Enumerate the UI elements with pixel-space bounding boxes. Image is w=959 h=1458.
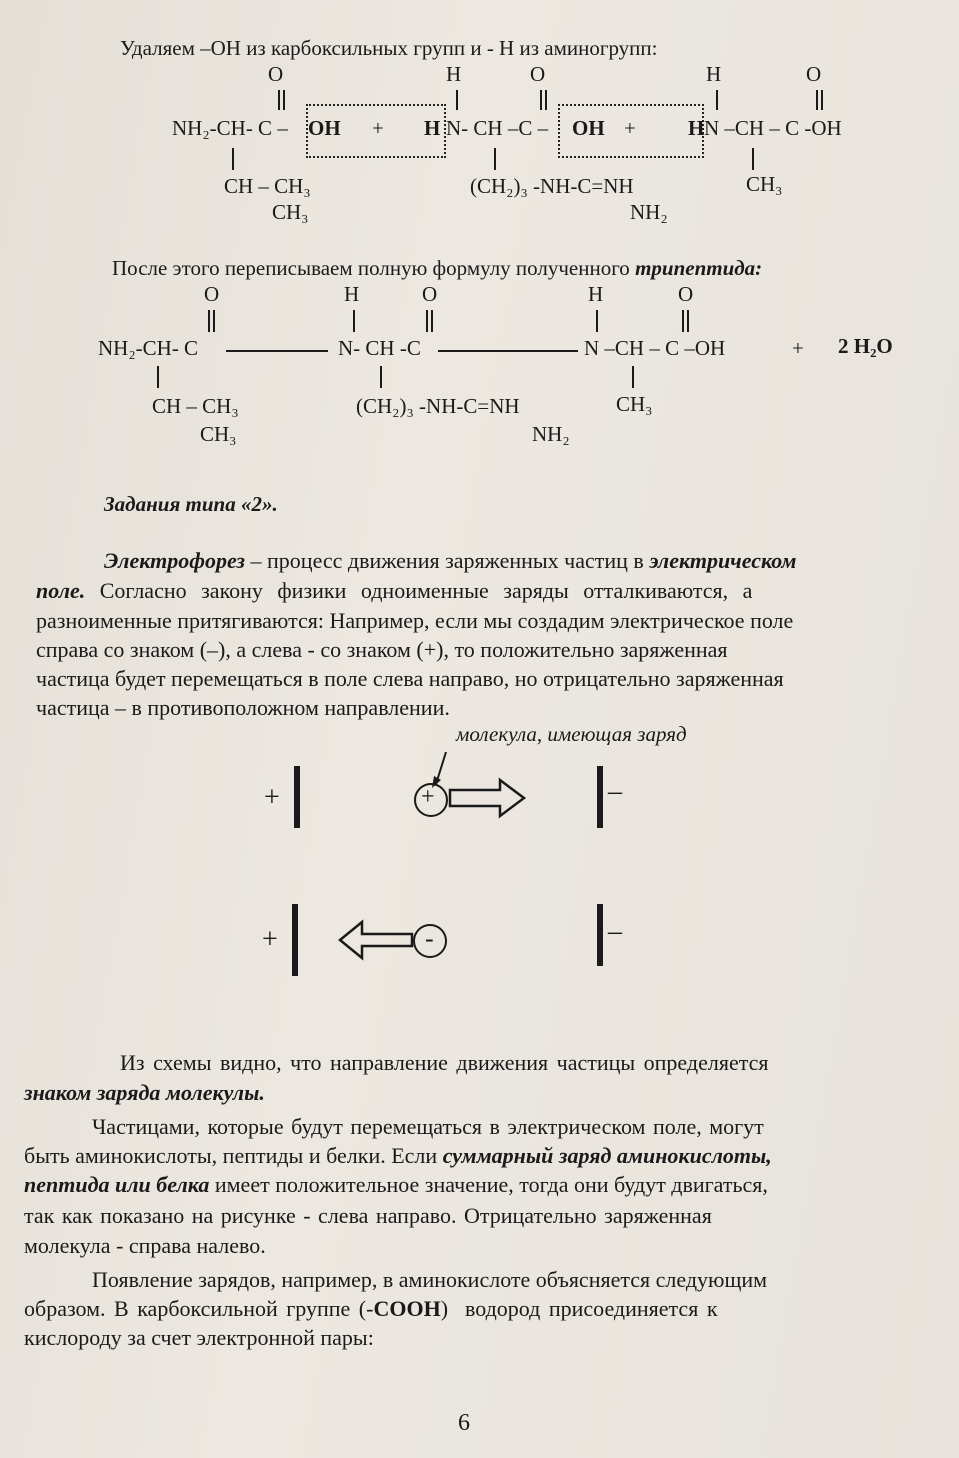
tp-side-chain-3: CH₃ — [616, 392, 653, 416]
water-product: 2 H₂O — [838, 334, 893, 358]
particles-line-1: Частицами, которые будут перемещаться в электрическом поле, могут — [92, 1114, 764, 1139]
side-chain-1: CH – CH₃ — [224, 174, 311, 198]
plus-1: + — [372, 116, 384, 140]
carbonyl-oxygen-3: O — [806, 62, 822, 86]
positive-electrode-bottom — [292, 904, 298, 976]
side-chain-3: CH₃ — [746, 172, 783, 196]
charges-line-1: Появление зарядов, например, в аминокислоте объясняется следующим — [92, 1267, 768, 1292]
carbonyl-oxygen-1: O — [268, 62, 284, 86]
tp-residue-1: NH₂-CH- C — [98, 336, 199, 360]
electrophoresis-line-6: частица – в противоположном направлении. — [36, 695, 450, 720]
positive-electrode-top — [294, 766, 300, 828]
tp-hydrogen-2: H — [588, 282, 604, 306]
tp-plus: + — [792, 336, 804, 360]
electrophoresis-line-1: Электрофорез – процесс движения заряженных частиц в электрическом — [104, 548, 797, 573]
side-chain-1-methyl: CH₃ — [272, 200, 309, 224]
tp-side-chain-1-methyl: CH₃ — [200, 422, 237, 446]
page-number: 6 — [458, 1410, 470, 1436]
electrophoresis-line-4: справа со знаком (–), а слева - со знаком (+), то положительно заряженная — [36, 637, 728, 662]
side-chain-2-amine: NH₂ — [630, 200, 668, 224]
electrophoresis-line-2: поле. Согласно закону физики одноименные заряды отталкиваются, а — [36, 578, 753, 603]
negative-sign-top: – — [608, 776, 622, 807]
particles-line-3: пептида или белка имеет положительное значение, тогда они будут двигаться, — [24, 1172, 768, 1197]
tp-oxygen-1: O — [204, 282, 220, 306]
right-arrow-icon — [450, 780, 524, 816]
electrophoresis-line-3: разноименные притягиваются: Например, если мы создадим электрическое поле — [36, 608, 794, 633]
left-arrow-icon — [340, 922, 412, 958]
particles-line-5: молекула - справа налево. — [24, 1233, 266, 1258]
residue-2: N- CH –C – — [446, 116, 549, 140]
tp-oxygen-2: O — [422, 282, 438, 306]
tp-side-chain-2: (CH₂)₃ -NH-C=NH — [356, 394, 520, 418]
amine-hydrogen-2: H — [706, 62, 722, 86]
hydroxyl-2: OH — [572, 116, 605, 140]
charged-molecule-label: молекула, имеющая заряд — [456, 722, 687, 746]
side-chain-2: (CH₂)₃ -NH-C=NH — [470, 174, 634, 198]
tp-residue-2: N- CH -C — [338, 336, 421, 360]
particles-line-2: быть аминокислоты, пептиды и белки. Если суммарный заряд аминокислоты, — [24, 1143, 772, 1168]
hydroxyl-1: OH — [308, 116, 341, 140]
amine-hydrogen-1: H — [446, 62, 462, 86]
amine-h-1: H — [424, 116, 441, 140]
tasks-heading: Задания типа «2». — [104, 492, 278, 516]
tp-residue-3: N –CH – C –OH — [584, 336, 726, 360]
positive-sign-bottom: + — [262, 924, 278, 955]
tp-oxygen-3: O — [678, 282, 694, 306]
negative-electrode-bottom — [597, 904, 603, 966]
positive-charge-symbol: + — [421, 784, 435, 810]
tp-side-chain-1: CH – CH₃ — [152, 394, 239, 418]
residue-3: N –CH – C -OH — [704, 116, 842, 140]
tp-hydrogen-1: H — [344, 282, 360, 306]
carbonyl-oxygen-2: O — [530, 62, 546, 86]
particles-line-4: так как показано на рисунке - слева направо. Отрицательно заряженная — [24, 1203, 712, 1228]
amine-h-2: H — [688, 116, 705, 140]
charges-line-3: кислороду за счет электронной пары: — [24, 1325, 374, 1350]
negative-sign-bottom: – — [608, 916, 622, 947]
intro-line: Удаляем –ОН из карбоксильных групп и - Н из аминогрупп: — [120, 36, 658, 60]
plus-2: + — [624, 116, 636, 140]
charges-line-2: образом. В карбоксильной группе (-COOH) водород присоединяется к — [24, 1296, 718, 1321]
conclusion-line-2: знаком заряда молекулы. — [24, 1080, 265, 1105]
residue-1: NH₂-CH- C – — [172, 116, 288, 140]
tripeptide-line: После этого переписываем полную формулу полученного трипептида: — [112, 256, 763, 280]
negative-charge-symbol: - — [425, 924, 434, 953]
negative-electrode-top — [597, 766, 603, 828]
conclusion-line-1: Из схемы видно, что направление движения частицы определяется — [120, 1050, 769, 1075]
tp-side-chain-2-amine: NH₂ — [532, 422, 570, 446]
positive-sign-top: + — [264, 782, 280, 813]
electrophoresis-line-5: частица будет перемещаться в поле слева направо, но отрицательно заряженная — [36, 666, 784, 691]
